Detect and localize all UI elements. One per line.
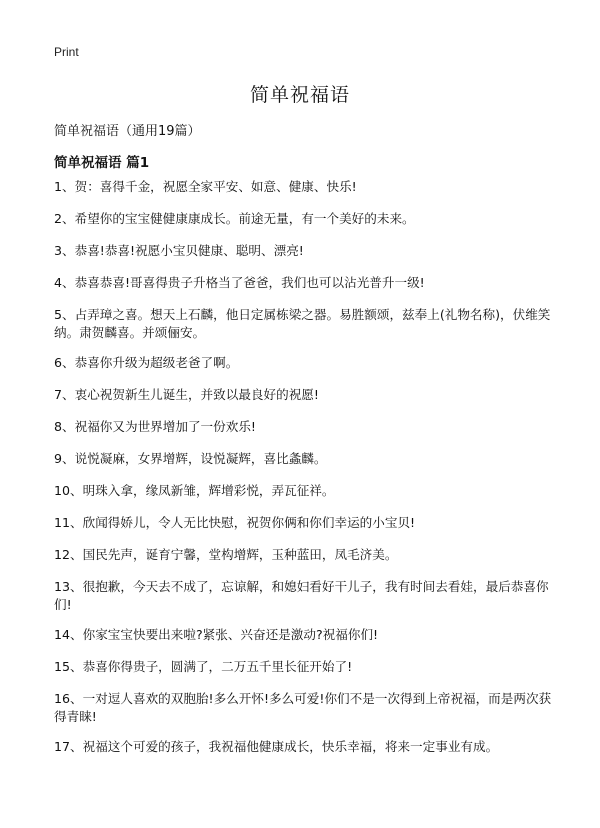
- list-item: 11、欣闻得娇儿，令人无比快慰，祝贺你俩和你们幸运的小宝贝!: [54, 515, 416, 530]
- document-subtitle: 简单祝福语（通用19篇）: [54, 124, 201, 139]
- list-item: 7、衷心祝贺新生儿诞生，并致以最良好的祝愿!: [54, 387, 319, 402]
- section-heading: 简单祝福语 篇1: [54, 155, 150, 171]
- blessing-list: [54, 178, 560, 770]
- list-item: 10、明珠入拿，缘凤新雏，辉增彩悦，弄瓦征祥。: [54, 483, 335, 498]
- list-item: 12、国民先声，诞育宁馨，堂构增辉，玉种蓝田，凤毛济美。: [54, 547, 398, 562]
- list-item: 15、恭喜你得贵子，圆满了，二万五千里长征开始了!: [54, 659, 353, 674]
- list-item: 14、你家宝宝快要出来啦?紧张、兴奋还是激动?祝福你们!: [54, 627, 379, 642]
- list-item: 3、恭喜!恭喜!祝愿小宝贝健康、聪明、漂亮!: [54, 243, 304, 258]
- print-link[interactable]: Print: [54, 45, 79, 59]
- page-title: 简单祝福语: [249, 84, 350, 106]
- list-item: 1、贺：喜得千金，祝愿全家平安、如意、健康、快乐!: [54, 179, 357, 194]
- list-item: 6、恭喜你升级为超级老爸了啊。: [54, 355, 239, 370]
- list-item: 8、祝福你又为世界增加了一份欢乐!: [54, 419, 256, 434]
- list-item: 9、说悦凝麻，女界增辉，设悦凝辉，喜比螽麟。: [54, 451, 327, 466]
- list-item: 2、希望你的宝宝健健康康成长。前途无量，有一个美好的未来。: [54, 211, 415, 226]
- list-item: 4、恭喜恭喜!哥喜得贵子升格当了爸爸，我们也可以沾光普升一级!: [54, 275, 425, 290]
- list-item: 13、很抱歉，今天去不成了，忘谅解，和媳妇看好干儿子，我有时间去看娃，最后恭喜你们!: [54, 579, 549, 612]
- list-item: 17、祝福这个可爱的孩子，我祝福他健康成长，快乐幸福，将来一定事业有成。: [54, 739, 499, 754]
- list-item: 16、一对逗人喜欢的双胞胎!多么开怀!多么可爱!你们不是一次得到上帝祝福，而是两次获得青睐!: [54, 691, 552, 724]
- list-item: 5、占弄璋之喜。想天上石麟，他日定属栋梁之器。易胜额颂，兹奉上(礼物名称)，伏维笑纳。肃贺麟喜。并颂俪安。: [54, 307, 551, 340]
